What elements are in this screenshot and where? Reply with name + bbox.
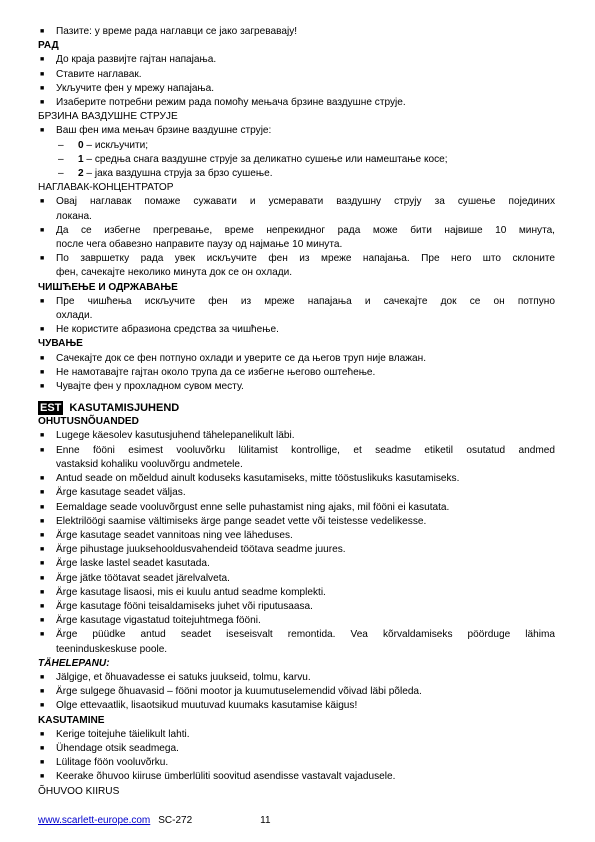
list-item: ■ Укључите фен у мрежу напајања.	[38, 82, 555, 96]
list-item: ■ Lülitage föön vooluvõrku.	[38, 756, 555, 770]
attention-list	[38, 671, 555, 714]
list-item: ■ Enne fööni esimest vooluvõrku lülitamist kontrollige, et seadme etiketil osutatud andmed vastaksid kohaliku vooluvõrgu andmetele.	[40, 444, 555, 470]
square-bullet-icon: ■	[40, 531, 45, 539]
square-bullet-icon: ■	[40, 688, 45, 696]
list-item: ■ Овај наглавак помаже сужавати и усмеравати ваздушну струју за сушење појединих локана.	[40, 196, 555, 222]
square-bullet-icon: ■	[40, 730, 45, 738]
list-item: ■ Jälgige, et õhuavadesse ei satuks juukseid, tolmu, karvu.	[38, 671, 555, 685]
list-item: ■ По завршетку рада увек искључите фен из мреже напајања. Пре него што склоните фен, сачекајте неколико минута док се он охлади.	[40, 253, 555, 279]
list-item: ■ Чувајте фен у прохладном сувом месту.	[38, 380, 555, 394]
heading-airflow: ÕHUVOO KIIRUS	[38, 785, 120, 797]
square-bullet-icon: ■	[40, 56, 45, 64]
list-item: ■ Пре чишћења искључите фен из мреже напајања и сачекајте док се он потпуно охлади.	[40, 295, 555, 322]
square-bullet-icon: ■	[40, 383, 45, 391]
square-bullet-icon: ■	[40, 574, 45, 582]
website-link[interactable]: www.scarlett-europe.com	[38, 815, 151, 826]
heading-safety: OHUTUSNÕUANDED	[38, 416, 139, 428]
page-number: 11	[260, 815, 271, 826]
heading-cleaning: ЧИШЋЕЊЕ И ОДРЖАВАЊЕ	[38, 281, 178, 293]
list-item: ■ Ärge sulgege õhuavasid – fööni mootor ja kuumutuselemendid võivad läbi põleda.	[38, 685, 555, 699]
square-bullet-icon: ■	[40, 226, 45, 234]
square-bullet-icon: ■	[40, 503, 45, 511]
square-bullet-icon: ■	[40, 28, 45, 35]
square-bullet-icon: ■	[40, 255, 45, 263]
usage-list	[38, 728, 555, 785]
square-bullet-icon: ■	[40, 489, 45, 497]
list-item: ■ Не користите абразиона средства за чишћење.	[38, 323, 555, 337]
heading-nozzle: НАГЛАВАК-КОНЦЕНТРАТОР	[38, 182, 174, 194]
rad-list	[38, 53, 555, 110]
square-bullet-icon: ■	[40, 602, 45, 610]
square-bullet-icon: ■	[40, 432, 45, 440]
square-bullet-icon: ■	[40, 673, 45, 681]
square-bullet-icon: ■	[40, 546, 45, 554]
list-item: ■ Ärge kasutage vigastatud toitejuhtmega fööni.	[38, 614, 555, 628]
list-item: ■ Ärge kasutage lisaosi, mis ei kuulu antud seadme komplekti.	[38, 586, 555, 600]
list-item: ■ Не намотавајте гајтан около трупа да се избегне његово оштећење.	[38, 366, 555, 380]
square-bullet-icon: ■	[40, 475, 45, 483]
square-bullet-icon: ■	[40, 517, 45, 525]
list-item: ■ Kerige toitejuhe täielikult lahti.	[38, 728, 555, 742]
dash-marker: –	[58, 139, 64, 151]
list-item: ■ Antud seade on mõeldud ainult koduseks kasutamiseks, mitte tööstuslikuks kasutamiseks.	[38, 472, 555, 486]
speed-mode-item: – 0 – искључити;	[38, 139, 555, 153]
list-item: ■ Ärge püüdke antud seadet iseseisvalt remontida. Vea kõrvaldamiseks pöörduge lähima teeninduskeskuse poole.	[40, 629, 555, 655]
speed-mode-item: – 1 – средња снага ваздушне струје за деликатно сушење или намештање косе;	[38, 153, 555, 167]
square-bullet-icon: ■	[40, 326, 45, 334]
square-bullet-icon: ■	[40, 702, 45, 710]
list-item: ■ Пазите: у време рада наглавци се јако загревавају!	[38, 25, 555, 39]
square-bullet-icon: ■	[40, 560, 45, 568]
square-bullet-icon: ■	[40, 354, 45, 362]
heading-attention: TÄHELEPANU:	[38, 657, 110, 669]
list-item: ■ До краја развијте гајтан напајања.	[38, 53, 555, 67]
list-item: ■ Olge ettevaatlik, lisaotsikud muutuvad kuumaks kasutamise käigus!	[38, 699, 555, 713]
square-bullet-icon: ■	[40, 368, 45, 376]
heading-usage: KASUTAMINE	[38, 714, 105, 726]
square-bullet-icon: ■	[40, 99, 45, 107]
list-item: ■ Keerake õhuvoo kiiruse ümberlüliti soovitud asendisse vastavalt vajadusele.	[38, 770, 555, 784]
square-bullet-icon: ■	[40, 446, 45, 454]
list-item: ■ Eemaldage seade vooluvõrgust enne selle puhastamist ning ajaks, mil fööni ei kasutata.	[38, 501, 555, 515]
section-title: KASUTAMISJUHEND	[69, 401, 180, 414]
list-item: ■ Ärge jätke töötavat seadet järelvalveta.	[38, 572, 555, 586]
list-item: ■ Elektrilöögi saamise vältimiseks ärge pange seadet vette või teistesse vedelikesse.	[38, 515, 555, 529]
square-bullet-icon: ■	[40, 773, 45, 781]
list-item: ■ Сачекајте док се фен потпуно охлади и уверите се да његов труп није влажан.	[38, 352, 555, 366]
square-bullet-icon: ■	[40, 297, 45, 305]
list-item: ■ Ärge laske lastel seadet kasutada.	[38, 557, 555, 571]
section-header-est	[38, 400, 555, 415]
square-bullet-icon: ■	[40, 759, 45, 767]
list-item: ■ Ваш фен има мењач брзине ваздушне струје:	[38, 124, 555, 138]
list-item: ■ Да се избегне прегревање, време непрекидног рада може бити највише 10 минута, после чега обавезно направите паузу од најмање 10 минута.	[40, 224, 555, 251]
square-bullet-icon: ■	[40, 617, 45, 625]
page-footer	[38, 814, 271, 828]
dash-marker: –	[58, 153, 64, 165]
square-bullet-icon: ■	[40, 588, 45, 596]
square-bullet-icon: ■	[40, 70, 45, 78]
heading-storage: ЧУВАЊЕ	[38, 338, 83, 350]
heading-speed: БРЗИНА ВАЗДУШНЕ СТРУЈЕ	[38, 111, 178, 123]
list-item: ■ Изаберите потребни режим рада помоћу мењача брзине ваздушне струје.	[38, 96, 555, 110]
language-badge: EST	[40, 401, 62, 414]
square-bullet-icon: ■	[40, 744, 45, 752]
square-bullet-icon: ■	[40, 127, 45, 135]
square-bullet-icon: ■	[40, 198, 45, 206]
list-item: ■ Ärge kasutage seadet vannitoas ning vee läheduses.	[38, 529, 555, 543]
list-item: ■ Ühendage otsik seadmega.	[38, 742, 555, 756]
square-bullet-icon: ■	[40, 84, 45, 92]
list-item: ■ Ärge kasutage seadet väljas.	[38, 486, 555, 500]
dash-marker: –	[58, 168, 64, 180]
heading-rad: РАД	[38, 40, 59, 52]
safety-list	[38, 429, 555, 656]
speed-mode-item: – 2 – јака ваздушна струја за брзо сушење.	[38, 167, 555, 181]
list-item: ■ Ставите наглавак.	[38, 68, 555, 82]
list-item: ■ Ärge pihustage juuksehooldusvahendeid töötava seadme juures.	[38, 543, 555, 557]
square-bullet-icon: ■	[40, 631, 45, 639]
model-number: SC-272	[158, 815, 193, 826]
list-item: ■ Ärge kasutage fööni teisaldamiseks juhet või riputusaasa.	[38, 600, 555, 614]
list-item: ■ Lugege käesolev kasutusjuhend tähelepanelikult läbi.	[38, 429, 555, 443]
page-content	[38, 25, 555, 799]
